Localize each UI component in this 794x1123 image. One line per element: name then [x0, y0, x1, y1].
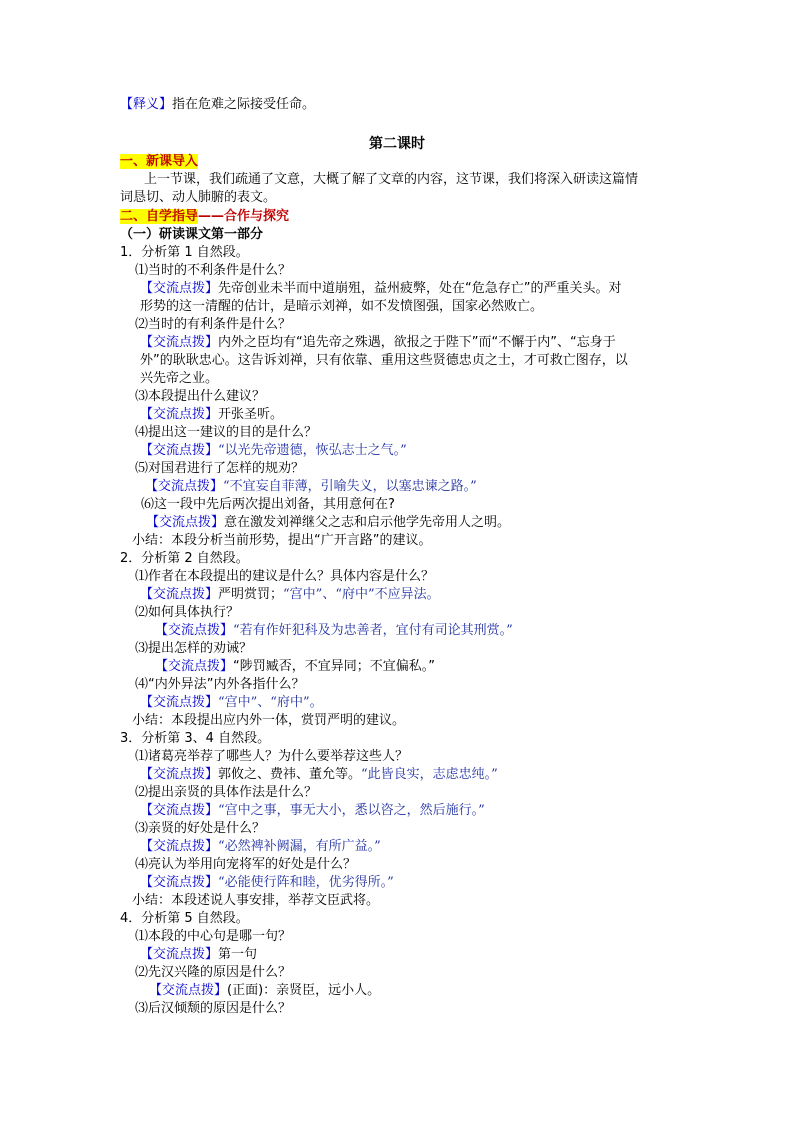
answer-text: “不宜妄自菲薄，引喻失义，以塞忠谏之路。”	[223, 479, 477, 494]
tag-label: 【交流点拨】	[140, 803, 219, 818]
question: ⑹这一段中先后两次提出刘备，其用意何在?	[141, 497, 395, 512]
part-title: 2．分析第 2 自然段。	[120, 551, 249, 566]
tag-label: 【交流点拨】	[145, 479, 224, 494]
answer	[155, 658, 435, 676]
answer-text: “必然裨补阙漏，有所广益。”	[218, 839, 381, 854]
section-heading-1	[120, 153, 198, 171]
intro-line	[120, 96, 315, 114]
answer	[140, 838, 381, 856]
answer	[140, 694, 323, 712]
tag-label: 【交流点拨】	[149, 983, 228, 998]
tag-label: 【交流点拨】	[146, 515, 225, 530]
answer-text: 郭攸之、费祎、董允等。	[218, 767, 362, 782]
answer-text: 意在激发刘禅继父之志和启示他学先帝用人之明。	[224, 515, 511, 530]
section-heading-text: 二、自学指导	[120, 209, 199, 224]
tag-label: 【交流点拨】	[155, 623, 234, 638]
answer-quote: “宫中”、“府中”不应异法。	[283, 587, 440, 602]
question: ⑷提出这一建议的目的是什么？	[135, 425, 318, 440]
paragraph-line: 上一节课，我们疏通了文意，大概了解了文章的内容，这节课，我们将深入研读这篇情	[144, 172, 639, 187]
answer	[155, 622, 513, 640]
answer-continued: 兴先帝之业。	[140, 371, 219, 386]
tag-label: 【交流点拨】	[140, 407, 219, 422]
section-heading-2	[120, 208, 289, 226]
answer	[140, 406, 283, 424]
tag-label: 【释义】	[120, 97, 173, 112]
question: ⑷亮认为举用向宠将军的好处是什么？	[135, 857, 357, 872]
question: ⑴作者在本段提出的建议是什么？具体内容是什么？	[135, 569, 435, 584]
tag-label: 【交流点拨】	[140, 947, 219, 962]
summary: 小结：本段述说人事安排，举荐文臣武将。	[132, 893, 380, 908]
answer	[145, 478, 477, 496]
answer	[140, 442, 407, 460]
tag-label: 【交流点拨】	[140, 875, 219, 890]
question: ⑶后汉倾颓的原因是什么？	[135, 1001, 292, 1016]
question: ⑶亲贤的好处是什么？	[135, 821, 266, 836]
intro-text: 指在危难之际接受任命。	[172, 97, 316, 112]
question: ⑵如何具体执行？	[135, 605, 240, 620]
part-title: 1．分析第 1 自然段。	[120, 245, 249, 260]
answer-text: “若有作奸犯科及为忠善者，宜付有司论其刑赏。”	[233, 623, 513, 638]
paragraph-line: 词恳切、动人肺腑的表文。	[120, 190, 277, 205]
tag-label: 【交流点拨】	[140, 695, 219, 710]
tag-label: 【交流点拨】	[140, 335, 219, 350]
summary: 小结：本段提出应内外一体，赏罚严明的建议。	[132, 713, 406, 728]
answer-text: “宫中”、“府中”。	[218, 695, 323, 710]
question: ⑴本段的中心句是哪一句？	[135, 929, 292, 944]
answer-text: “宫中之事，事无大小，悉以咨之，然后施行。”	[218, 803, 485, 818]
part-title: 4．分析第 5 自然段。	[120, 911, 249, 926]
answer	[140, 946, 257, 964]
question: ⑵先汉兴隆的原因是什么？	[135, 965, 292, 980]
answer-text: 严明赏罚；	[218, 587, 284, 602]
part-title: 3．分析第 3、4 自然段。	[120, 731, 271, 746]
answer-text: “陟罚臧否，不宜异同；不宜偏私。”	[233, 659, 435, 674]
answer-text: 先帝创业未半而中道崩殂，益州疲弊，处在“危急存亡”的严重关头。对	[218, 281, 622, 296]
answer	[140, 586, 440, 604]
tag-label: 【交流点拨】	[140, 443, 219, 458]
summary: 小结：本段分析当前形势，提出“广开言路”的建议。	[132, 533, 432, 548]
answer-quote: “此皆良实，志虑忠纯。”	[361, 767, 498, 782]
question: ⑵当时的有利条件是什么？	[135, 317, 292, 332]
question: ⑵提出亲贤的具体作法是什么？	[135, 785, 318, 800]
question: ⑷“内外异法”内外各指什么？	[135, 677, 305, 692]
tag-label: 【交流点拨】	[140, 587, 219, 602]
answer-text: “以光先帝遗德，恢弘志士之气。”	[218, 443, 407, 458]
tag-label: 【交流点拨】	[140, 281, 219, 296]
answer	[140, 334, 616, 352]
answer	[146, 514, 510, 532]
answer-text: 内外之臣均有“追先帝之殊遇，欲报之于陛下”而“不懈于内”、“忘身于	[218, 335, 616, 350]
tag-label: 【交流点拨】	[140, 767, 219, 782]
answer	[140, 802, 485, 820]
question: ⑴诸葛亮举荐了哪些人？为什么要举荐这些人？	[135, 749, 409, 764]
section-heading-text: 一、新课导入	[120, 154, 199, 169]
tag-label: 【交流点拨】	[155, 659, 234, 674]
answer-text: “必能使行阵和睦，优劣得所。”	[218, 875, 394, 890]
answer-text: 第一句	[218, 947, 258, 962]
answer-continued: 外”的耿耿忠心。这告诉刘禅，只有依靠、重用这些贤德忠贞之士，才可救亡图存，以	[140, 353, 628, 368]
answer-continued: 形势的这一清醒的估计，是暗示刘禅，如不发愤图强，国家必然败亡。	[140, 299, 544, 314]
lesson-title: 第二课时	[369, 136, 425, 152]
answer	[140, 766, 498, 784]
subsection-heading: （一）研读课文第一部分	[120, 227, 264, 242]
answer	[140, 280, 622, 298]
answer-text: (正面)：亲贤臣，远小人。	[227, 983, 381, 998]
section-heading-suffix: ——合作与探究	[198, 209, 290, 224]
tag-label: 【交流点拨】	[140, 839, 219, 854]
question: ⑶提出怎样的劝诫？	[135, 641, 253, 656]
answer	[149, 982, 380, 1000]
question: ⑸对国君进行了怎样的规劝？	[135, 461, 305, 476]
answer-text: 开张圣听。	[218, 407, 284, 422]
question: ⑶本段提出什么建议？	[135, 389, 266, 404]
question: ⑴当时的不利条件是什么？	[135, 263, 292, 278]
answer	[140, 874, 394, 892]
